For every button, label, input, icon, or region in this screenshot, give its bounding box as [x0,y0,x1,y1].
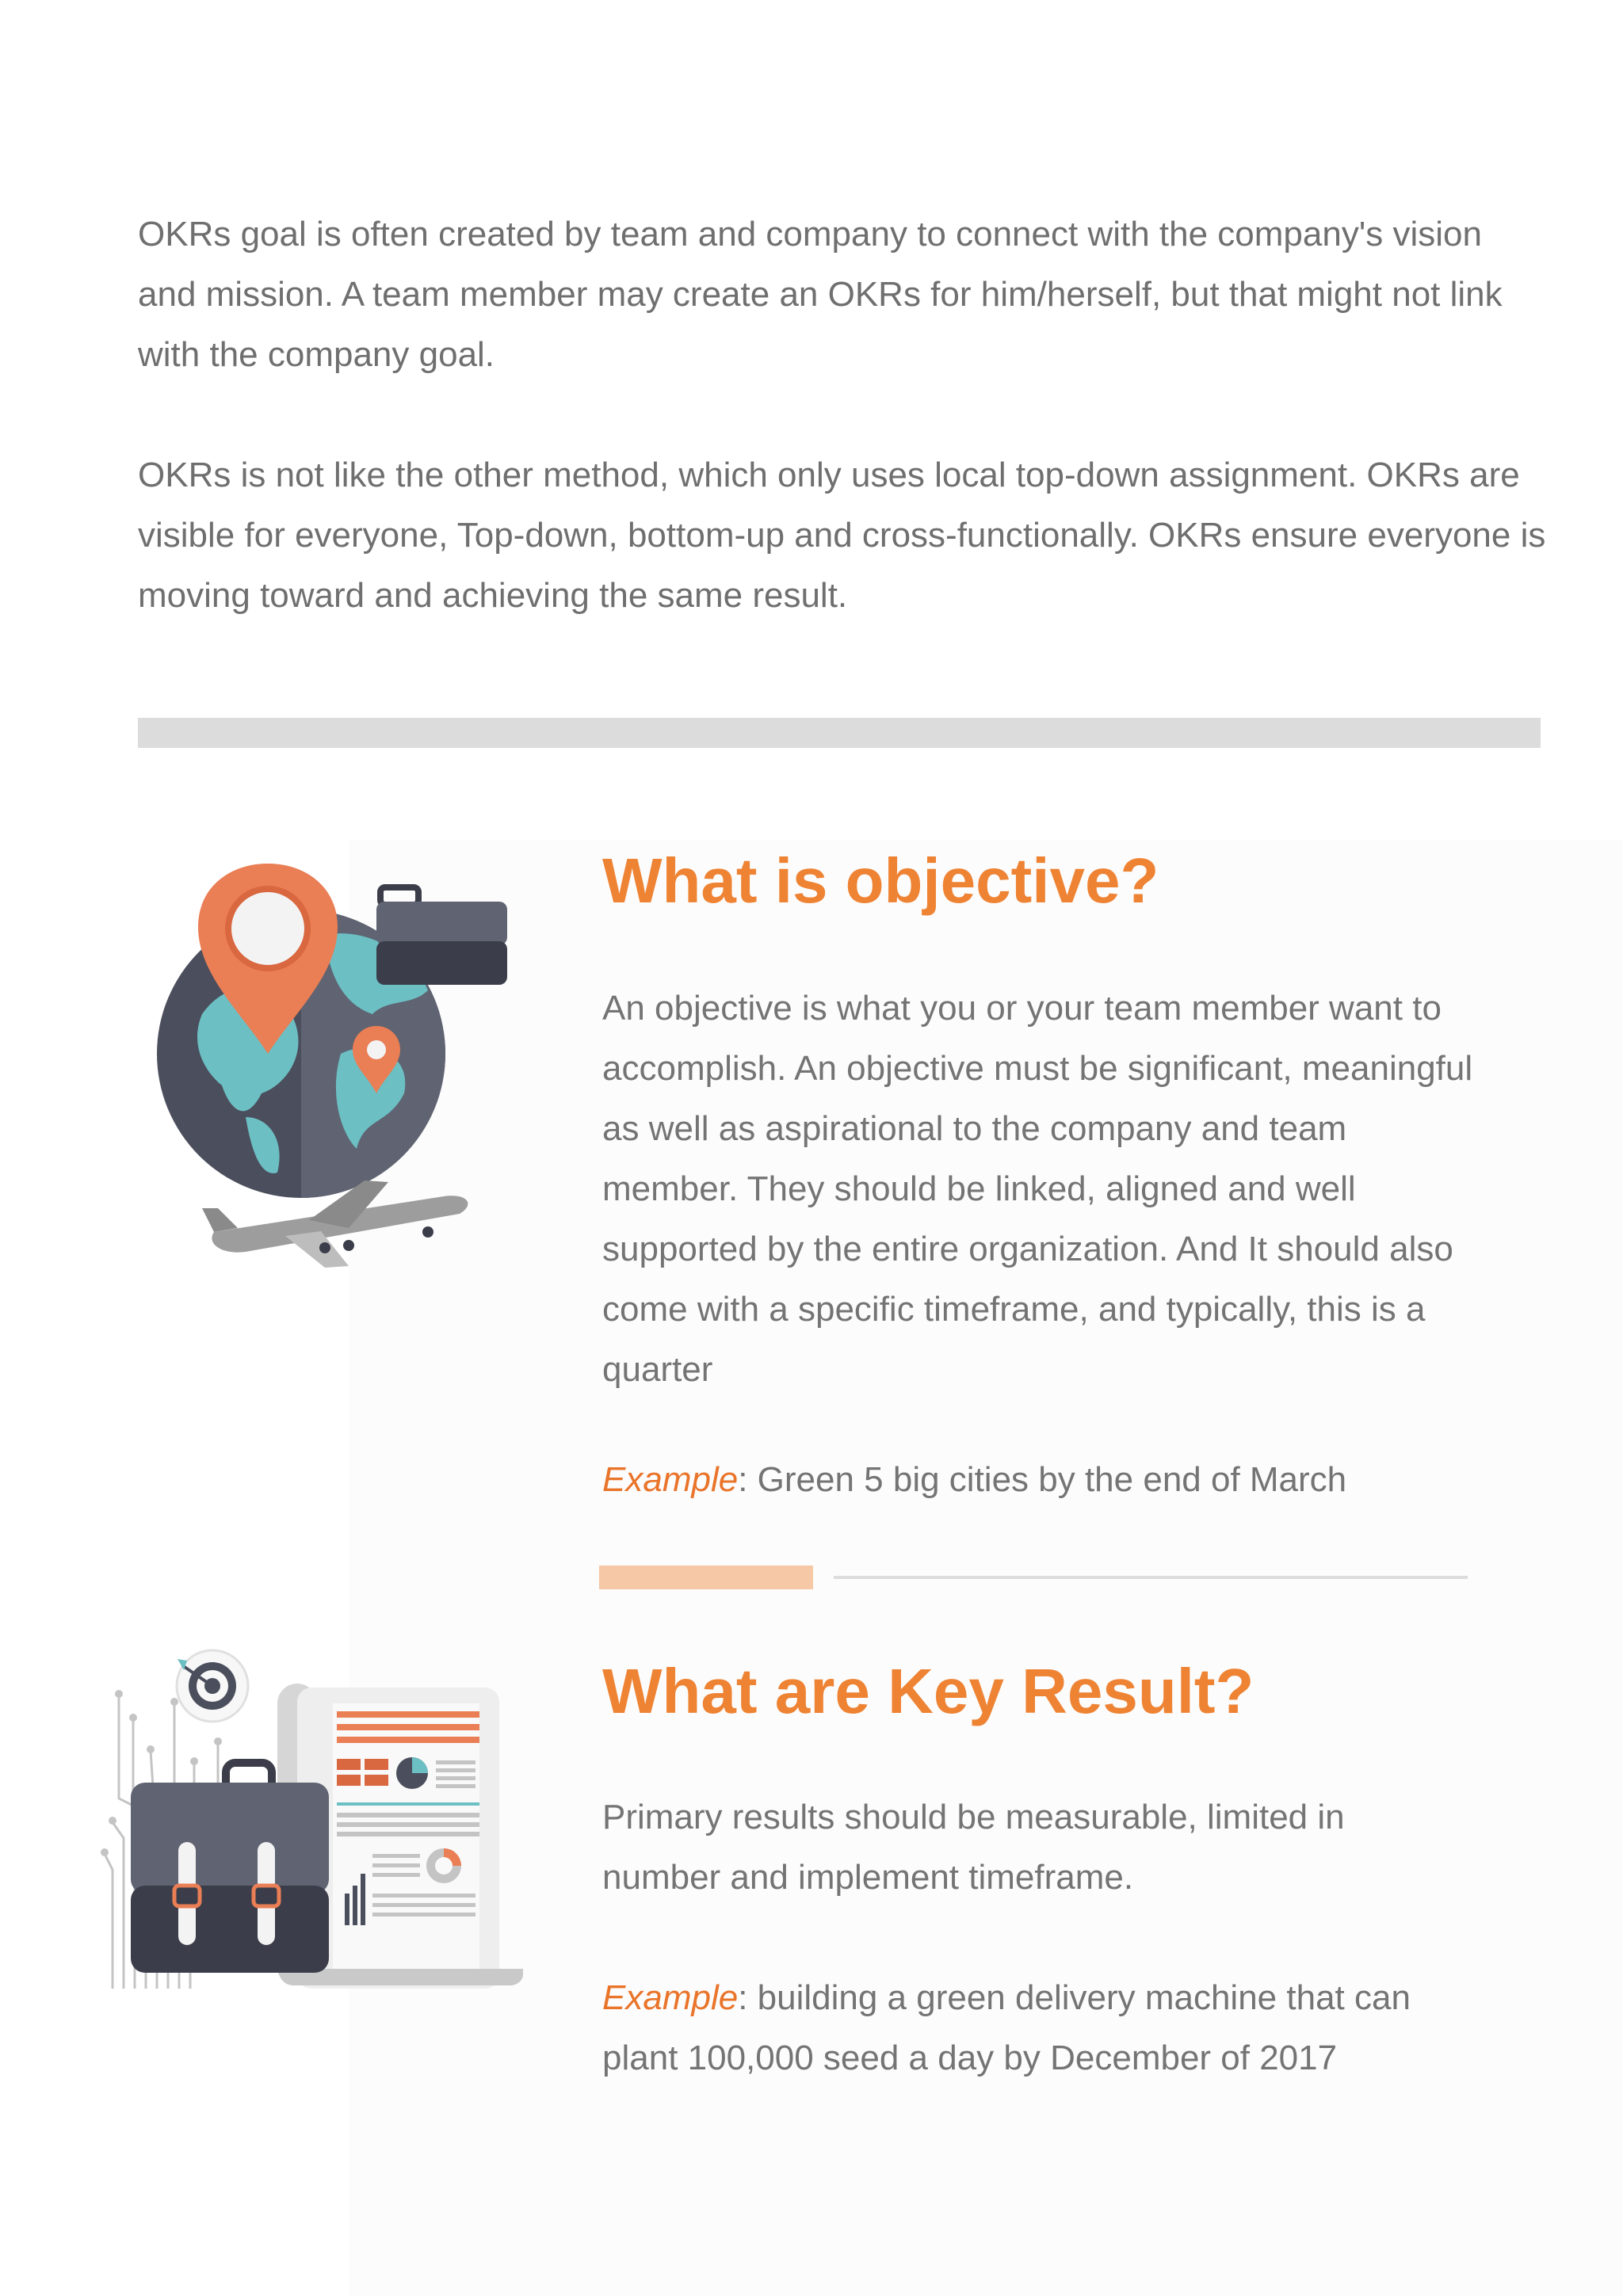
key-result-example [602,1968,1490,2088]
section-separator-line [834,1576,1468,1579]
intro-paragraph-2: OKRs is not like the other method, which only uses local top-down assignment. OKRs are visible for everyone, Top-down, bottom-up and cross-functionally. OKRs ensure everyone is moving toward and achieving the same result. [138,456,1546,615]
key-result-example-label: Example [602,1978,739,2017]
key-result-example-text: : building a green delivery machine that can plant 100,000 seed a day by December of 2017 [602,1978,1411,2077]
intro-paragraph-1: OKRs goal is often created by team and company to connect with the company's vision and mission. A team member may create an OKRs for him/herself, but that might not link with the company goal. [138,215,1503,374]
key-result-body: Primary results should be measurable, limited in number and implement timeframe. [602,1798,1345,1897]
section-divider [138,718,1541,748]
objective-body: An objective is what you or your team member want to accomplish. An objective must be significant, meaningful as well as aspirational to the company and team member. They should be linked, aligned and well supported by the entire organization. And It should also come with a specific timeframe, and typically, this is a quarter [602,989,1473,1389]
objective-example-label: Example [602,1460,739,1499]
intro-section [138,204,1549,626]
section-separator-accent [599,1566,813,1589]
objective-example-text: : Green 5 big cities by the end of March [738,1460,1347,1499]
globe-travel-icon [127,856,539,1283]
briefcase-report-icon [95,1648,539,1997]
objective-heading: What is objective? [602,845,1159,916]
key-result-heading: What are Key Result? [602,1656,1254,1726]
objective-example [602,1450,1553,1510]
